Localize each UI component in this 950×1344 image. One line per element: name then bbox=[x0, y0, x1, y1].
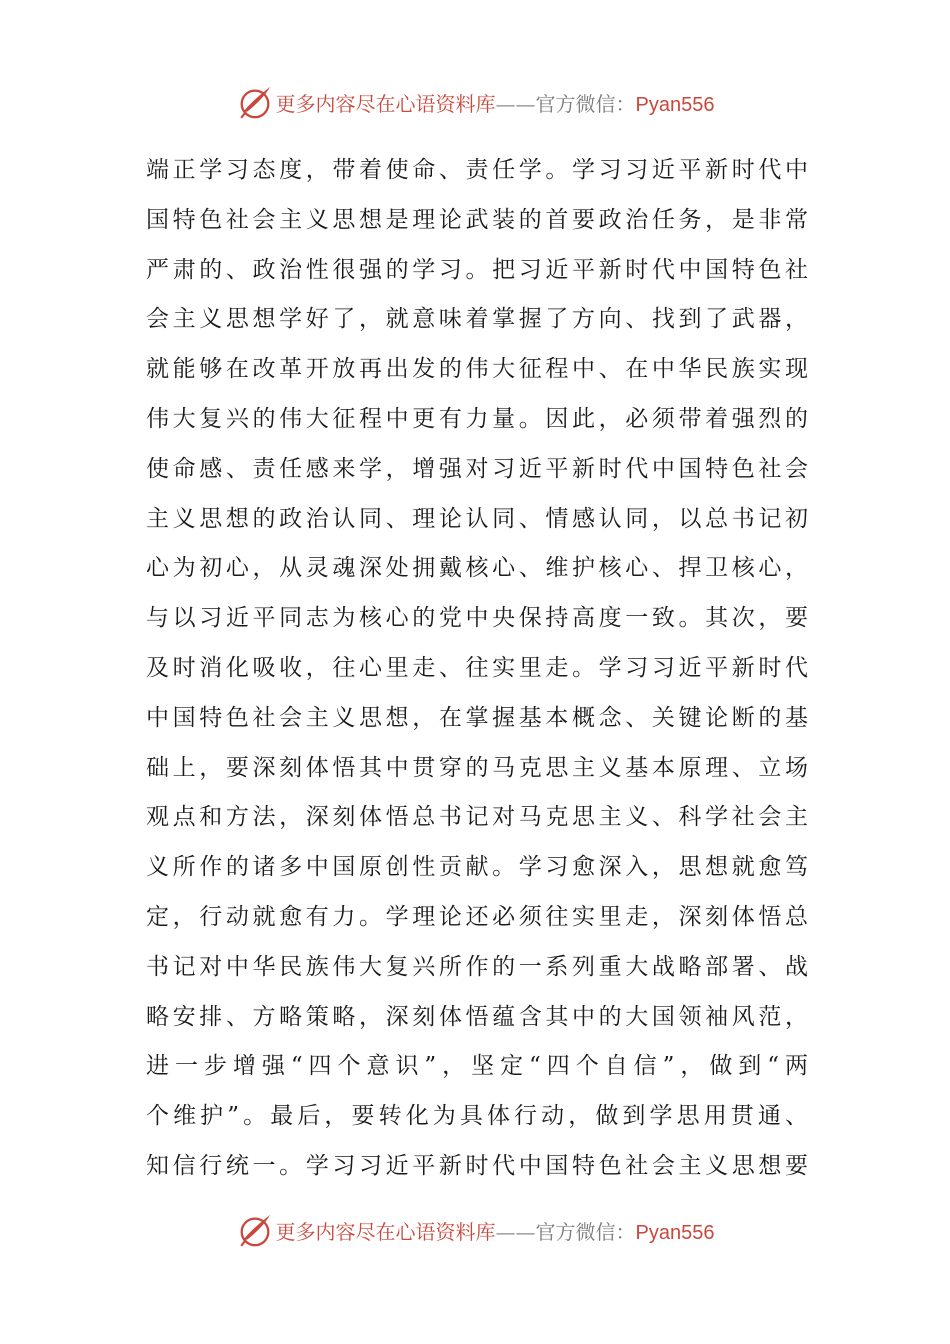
header-text bbox=[276, 88, 715, 117]
footer-wechat-label: 官方微信： bbox=[535, 1219, 636, 1244]
body-line: 国特色社会主义思想是理论武装的首要政治任务，是非常 bbox=[146, 206, 808, 233]
body-line: 中国特色社会主义思想，在掌握基本概念、关键论断的基 bbox=[146, 704, 808, 731]
body-line: 使命感、责任感来学，增强对习近平新时代中国特色社会 bbox=[146, 455, 808, 482]
body-line: 定，行动就愈有力。学理论还必须往实里走，深刻体悟总 bbox=[146, 903, 808, 930]
body-line: 主义思想的政治认同、理论认同、情感认同，以总书记初 bbox=[146, 505, 808, 532]
body-line: 略安排、方略策略，深刻体悟蕴含其中的大国领袖风范， bbox=[146, 1003, 808, 1030]
header-separator: —— bbox=[495, 91, 536, 116]
body-line: 伟大复兴的伟大征程中更有力量。因此，必须带着强烈的 bbox=[146, 405, 808, 432]
footer-title: 更多内容尽在心语资料库 bbox=[275, 1219, 496, 1244]
footer-text bbox=[276, 1216, 715, 1245]
body-line: 会主义思想学好了，就意味着掌握了方向、找到了武器， bbox=[146, 306, 808, 333]
body-line: 端正学习态度，带着使命、责任学。学习习近平新时代中 bbox=[146, 157, 808, 183]
body-line: 知信行统一。学习习近平新时代中国特色社会主义思想要 bbox=[146, 1152, 808, 1179]
footer-separator: —— bbox=[495, 1219, 536, 1244]
body-line: 心为初心，从灵魂深处拥戴核心、维护核心、捍卫核心， bbox=[146, 555, 808, 582]
body-text bbox=[146, 146, 808, 1192]
quill-logo-icon bbox=[236, 1211, 274, 1249]
header-wechat-id: Pyan556 bbox=[635, 93, 715, 116]
body-line: 严肃的、政治性很强的学习。把习近平新时代中国特色社 bbox=[146, 256, 808, 283]
body-line: 就能够在改革开放再出发的伟大征程中、在中华民族实现 bbox=[146, 356, 808, 383]
body-line: 进一步增强“四个意识”，坚定“四个自信”，做到“两 bbox=[146, 1053, 808, 1080]
body-line: 义所作的诸多中国原创性贡献。学习愈深入，思想就愈笃 bbox=[146, 854, 808, 881]
body-line: 及时消化吸收，往心里走、往实里走。学习习近平新时代 bbox=[146, 654, 808, 681]
body-line: 个维护”。最后，要转化为具体行动，做到学思用贯通、 bbox=[146, 1103, 808, 1130]
body-line: 与以习近平同志为核心的党中央保持高度一致。其次，要 bbox=[146, 605, 808, 632]
body-line: 书记对中华民族伟大复兴所作的一系列重大战略部署、战 bbox=[146, 953, 808, 980]
body-line: 观点和方法，深刻体悟总书记对马克思主义、科学社会主 bbox=[146, 804, 808, 831]
quill-logo-icon bbox=[236, 83, 274, 121]
header-banner bbox=[0, 80, 950, 124]
body-line: 础上，要深刻体悟其中贯穿的马克思主义基本原理、立场 bbox=[146, 754, 808, 781]
footer-banner bbox=[0, 1208, 950, 1252]
header-wechat-label: 官方微信： bbox=[535, 91, 636, 116]
footer-wechat-id: Pyan556 bbox=[635, 1221, 715, 1244]
header-title: 更多内容尽在心语资料库 bbox=[275, 91, 496, 116]
